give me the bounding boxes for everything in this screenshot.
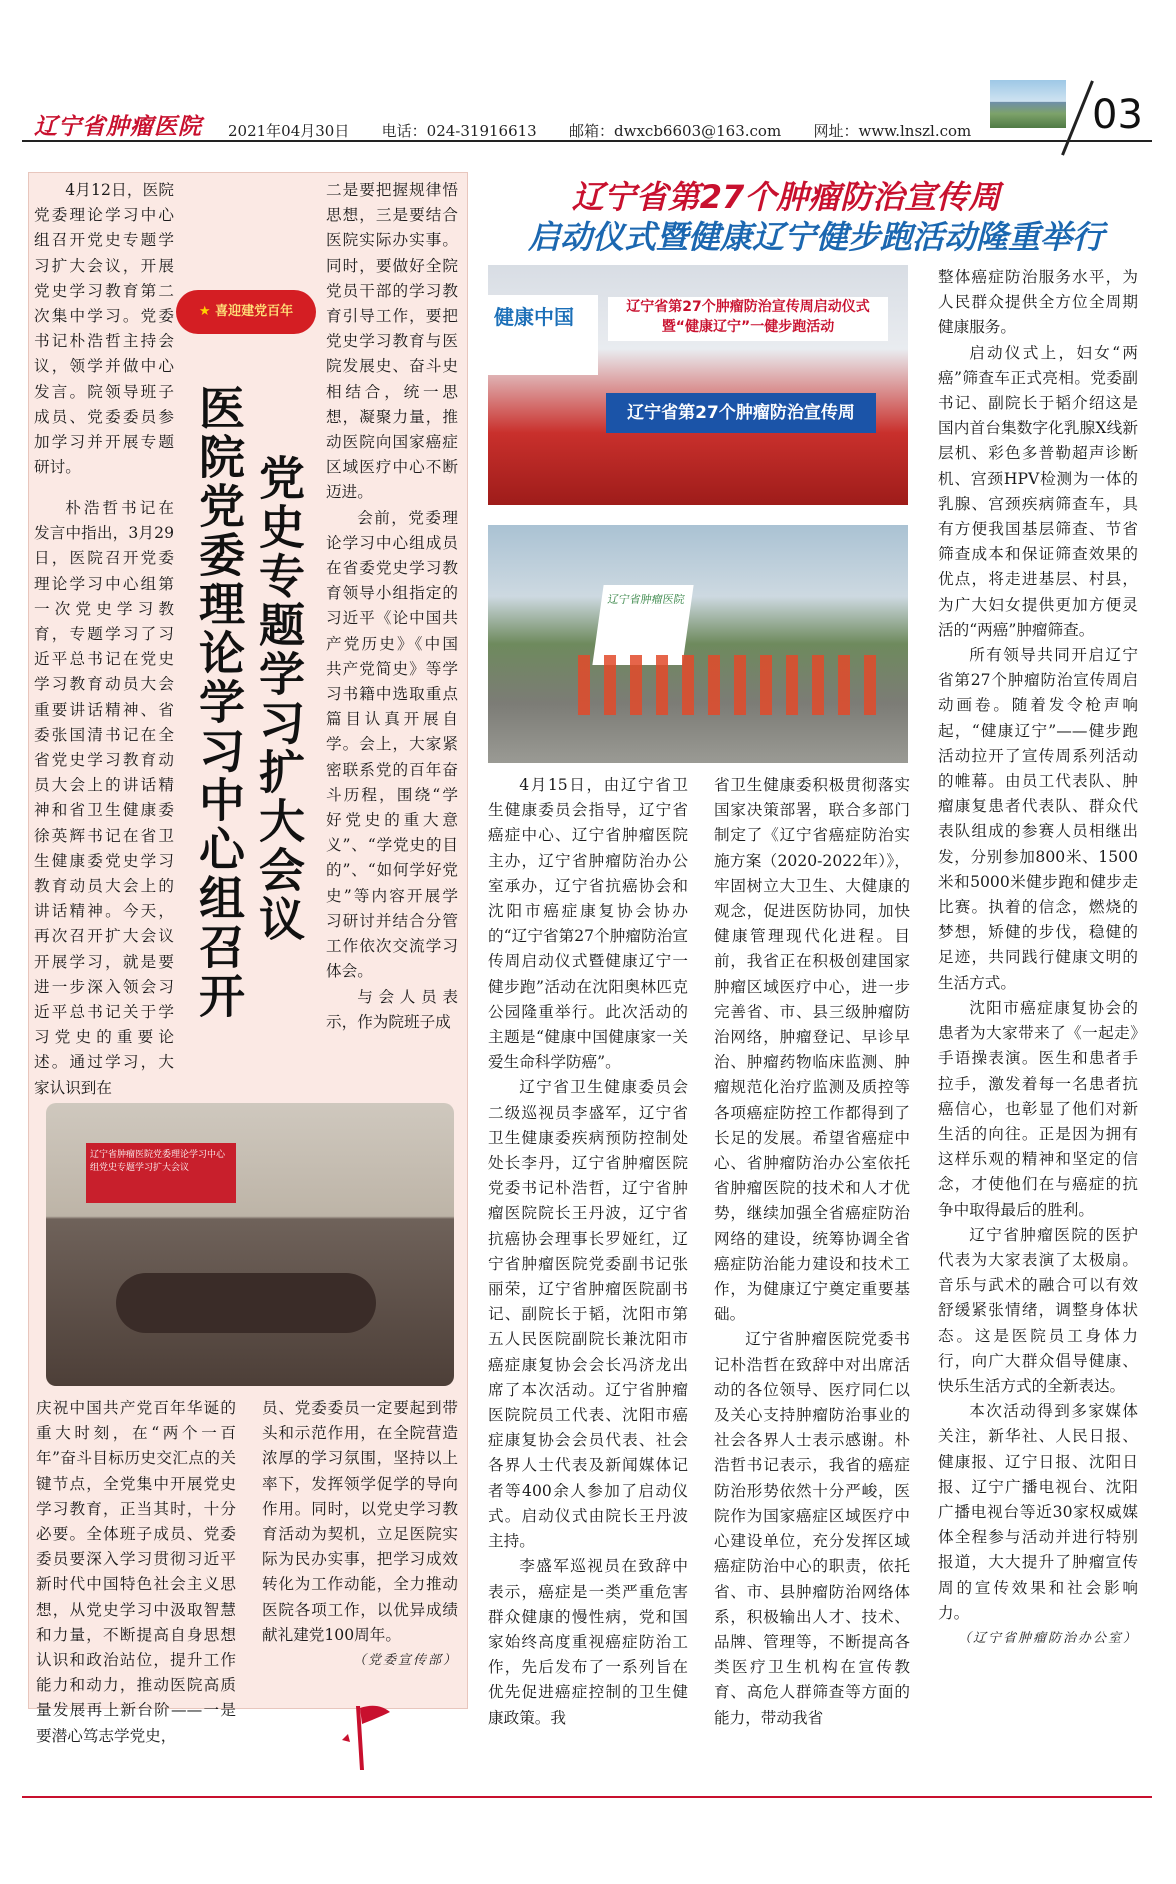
paragraph: 朴浩哲书记在发言中指出，3月29日，医院召开党委理论学习中心组第一次党史学习教育，专题学习了习近平总书记在党史学习教育动员大会重要讲话精神、省委张国清书记在全省党史学习教育动员大会上的讲话精神和省卫生健康委徐英辉书记在省卫生健康委党史学习教育动员大会上的讲话精神。今天，再次召开扩大会议开展学习，就是要进一步深入领会习近平总书记关于学习党史的重要论述。通过学习，大家认识到在 bbox=[34, 499, 174, 1097]
paragraph: 与会人员表示，作为院班子成 bbox=[326, 987, 458, 1031]
runners-group bbox=[578, 655, 878, 715]
footer-rule bbox=[22, 1796, 1152, 1798]
paragraph: 启动仪式上，妇女“两癌”筛查车正式亮相。党委副书记、副院长于韬介绍这是国内首台集数字化乳腺X线新层机、彩色多普勒超声诊断机、宫颈HPV检测为一体的乳腺、宫颈疾病筛查车，具有方便我国基层筛查、节省筛查成本和保证筛查效果的优点，将走进基层、村县，为广大妇女提供更加方便灵活的“两癌”肿瘤筛查。 bbox=[938, 343, 1138, 639]
star-icon: ★ bbox=[198, 304, 211, 319]
ceremony-banner: 辽宁省第27个肿瘤防治宣传周启动仪式暨“健康辽宁”一健步跑活动 bbox=[608, 297, 888, 341]
left-title-line2: 医院党委理论学习中心组召开 bbox=[192, 384, 246, 1021]
paragraph: 4月12日，医院党委理论学习中心组召开党史专题学习扩大会议，开展党史学习教育第二次集中学习。党委书记朴浩哲主持会议，领学并做中心发言。院领导班子成员、党委委员参加学习并开展专题研讨。 bbox=[34, 181, 174, 477]
right-colB bbox=[714, 773, 910, 1731]
left-title-line1: 党史专题学习扩大会议 bbox=[252, 454, 306, 944]
left-col1-intro bbox=[34, 178, 174, 480]
paragraph: 李盛军巡视员在致辞中表示，癌症是一类严重危害群众健康的慢性病，党和国家始终高度重视癌症防治工作，先后发布了一系列旨在优先促进癌症控制的卫生健康政策。我 bbox=[488, 1557, 688, 1727]
flag-icon bbox=[338, 1700, 398, 1770]
header-info bbox=[228, 120, 971, 141]
email: 邮箱：dwxcb6603@163.com bbox=[569, 122, 782, 140]
left-col1-bottom bbox=[36, 1396, 236, 1749]
paragraph: 辽宁省肿瘤医院党委书记朴浩哲在致辞中对出席活动的各位领导、医疗同仁以及关心支持肿瘤防治事业的社会各界人士表示感谢。朴浩哲书记表示，我省的癌症防治形势依然十分严峻，医院作为国家癌症区域医疗中心建设单位，充分发挥区域癌症防治中心的职责，依托省、市、县肿瘤防治网络体系，积极输出人才、技术、品牌、管理等，不断提高各类医疗卫生机构在宣传教育、高危人群筛查等方面的能力，带动我省 bbox=[714, 1330, 910, 1727]
meeting-screen: 辽宁省肿瘤医院党委理论学习中心组党史专题学习扩大会议 bbox=[86, 1143, 236, 1203]
issue-date: 2021年04月30日 bbox=[228, 122, 350, 140]
hospital-flag: 辽宁省肿瘤医院 bbox=[592, 585, 693, 665]
website: 网址：www.lnszl.com bbox=[813, 122, 972, 140]
paragraph: 沈阳市癌症康复协会的患者为大家带来了《一起走》手语操表演。医生和患者手拉手，激发着每一名患者抗癌信心，也彰显了他们对新生活的向往。正是因为拥有这样乐观的精神和坚定的信念，才使他们在与癌症的抗争中取得最后的胜利。 bbox=[938, 998, 1138, 1219]
header-slash bbox=[1061, 80, 1094, 155]
centenary-badge bbox=[176, 290, 316, 334]
header-rule bbox=[22, 140, 1152, 142]
header-building-photo bbox=[990, 80, 1066, 128]
badge-label: 喜迎建党百年 bbox=[215, 304, 294, 319]
right-editor: （辽宁省肿瘤防治办公室） bbox=[957, 1630, 1138, 1646]
paragraph: 辽宁省卫生健康委员会二级巡视员李盛军，辽宁省卫生健康委疾病预防控制处处长李丹，辽宁省肿瘤医院党委书记朴浩哲，辽宁省肿瘤医院院长王丹波，辽宁省抗癌协会理事长罗娅红，辽宁省肿瘤医院党委副书记张丽荣，辽宁省肿瘤医院副书记、副院长于韬，沈阳市第五人民医院副院长兼沈阳市癌症康复协会会长冯济龙出席了本次活动。辽宁省肿瘤医院院员工代表、沈阳市癌症康复协会会员代表、社会各界人士代表及新闻媒体记者等400余人参加了启动仪式。启动仪式由院长王丹波主持。 bbox=[488, 1078, 688, 1551]
right-title-line2: 启动仪式暨健康辽宁健步跑活动隆重举行 bbox=[527, 218, 1104, 256]
paragraph: 辽宁省肿瘤医院的医护代表为大家表演了太极扇。音乐与武术的融合可以有效舒缓紧张情绪，调整身体状态。这是医院员工身体力行，向广大群众倡导健康、快乐生活方式的全新表达。 bbox=[938, 1225, 1138, 1395]
left-col2-body bbox=[326, 178, 458, 1035]
paragraph: 会前，党委理论学习中心组成员在省委党史学习教育领导小组指定的习近平《论中国共产党历史》《中国共产党简史》等学习书籍中选取重点篇目认真开展自学。会上，大家紧密联系党的百年奋斗历程，围绕“学好党史的重大意义”、“学党史的目的”、“如何学好党史”等内容开展学习研讨并结合分管工作依次交流学习体会。 bbox=[326, 508, 458, 981]
paragraph: 庆祝中国共产党百年华诞的重大时刻，在“两个一百年”奋斗目标历史交汇点的关键节点，全党集中开展党史学习教育，正当其时，十分必要。全体班子成员、党委委员要深入学习贯彻习近平新时代中国特色社会主义思想，从党史学习中汲取智慧和力量，不断提高自身思想认识和政治站位，提升工作能力和动力，推动医院高质量发展再上新台阶——一是要潜心笃志学党史， bbox=[36, 1399, 236, 1745]
paragraph: 4月15日，由辽宁省卫生健康委员会指导，辽宁省癌症中心、辽宁省肿瘤医院主办，辽宁省肿瘤防治办公室承办，辽宁省抗癌协会和沈阳市癌症康复协会协办的“辽宁省第27个肿瘤防治宣传周启动仪式暨健康辽宁一健步跑”活动在沈阳奥林匹克公园隆重举行。此次活动的主题是“健康中国健康家一关爱生命科学防癌”。 bbox=[488, 776, 688, 1072]
page-number: 03 bbox=[1092, 92, 1143, 138]
health-china-sign: 健康中国 bbox=[488, 295, 598, 375]
stage-board: 辽宁省第27个肿瘤防治宣传周 bbox=[606, 393, 876, 433]
meeting-photo bbox=[46, 1103, 454, 1386]
right-title-line1: 辽宁省第27个肿瘤防治宣传周 bbox=[571, 178, 1001, 216]
ceremony-photo bbox=[488, 265, 908, 505]
paragraph: 所有领导共同开启辽宁省第27个肿瘤防治宣传周启动画卷。随着发令枪声响起，“健康辽宁”——健步跑活动拉开了宣传周系列活动的帷幕。由员工代表队、肿瘤康复患者代表队、群众代表队组成的参赛人员相继出发，分别参加800米、1500米和5000米健步跑和健步走比赛。执着的信念，燃烧的梦想，矫健的步伐，稳健的足迹，共同践行健康文明的生活方式。 bbox=[938, 646, 1138, 992]
meeting-table bbox=[116, 1273, 376, 1333]
masthead-logo: 辽宁省肿瘤医院 bbox=[34, 113, 202, 140]
walk-run-photo bbox=[488, 525, 908, 763]
paragraph: 员、党委委员一定要起到带头和示范作用，在全院营造浓厚的学习氛围，坚持以上率下，发挥领学促学的导向作用。同时，以党史学习教育活动为契机，立足医院实际为民办实事，把学习成效转化为工作动能，全力推动医院各项工作，以优异成绩献礼建党100周年。 bbox=[262, 1399, 458, 1644]
left-col1-body bbox=[34, 496, 174, 1101]
right-colC bbox=[938, 265, 1138, 1651]
phone: 电话：024-31916613 bbox=[381, 122, 537, 140]
paragraph: 省卫生健康委积极贯彻落实国家决策部署，联合多部门制定了《辽宁省癌症防治实施方案（2020-2022年）》，牢固树立大卫生、大健康的观念，促进医防协同，加快健康管理现代化进程。目前，我省正在积极创建国家肿瘤区域医疗中心，进一步完善省、市、县三级肿瘤防治网络，肿瘤登记、早诊早治、肿瘤药物临床监测、肿瘤规范化治疗监测及质控等各项癌症防控工作都得到了长足的发展。希望省癌症中心、省肿瘤防治办公室依托省肿瘤医院的技术和人才优势，继续加强全省癌症防治网络的建设，统筹协调全省癌症防治能力建设和技术工作，为健康辽宁奠定重要基础。 bbox=[714, 776, 910, 1324]
left-editor: （党委宣传部） bbox=[352, 1653, 458, 1669]
left-col2-bottom bbox=[262, 1396, 458, 1673]
paragraph: 二是要把握规律悟思想，三是要结合医院实际办实事。同时，要做好全院党员干部的学习教育引导工作，要把党史学习教育与医院发展史、奋斗史相结合，统一思想，凝聚力量，推动医院向国家癌症区域医疗中心不断迈进。 bbox=[326, 181, 458, 502]
right-colA bbox=[488, 773, 688, 1731]
paragraph: 本次活动得到多家媒体关注，新华社、人民日报、健康报、辽宁日报、沈阳日报、辽宁广播电视台、沈阳广播电视台等近30家权威媒体全程参与活动并进行特别报道，大大提升了肿瘤宣传周的宣传效果和社会影响力。 bbox=[938, 1402, 1138, 1622]
paragraph: 整体癌症防治服务水平，为人民群众提供全方位全周期健康服务。 bbox=[938, 268, 1138, 337]
